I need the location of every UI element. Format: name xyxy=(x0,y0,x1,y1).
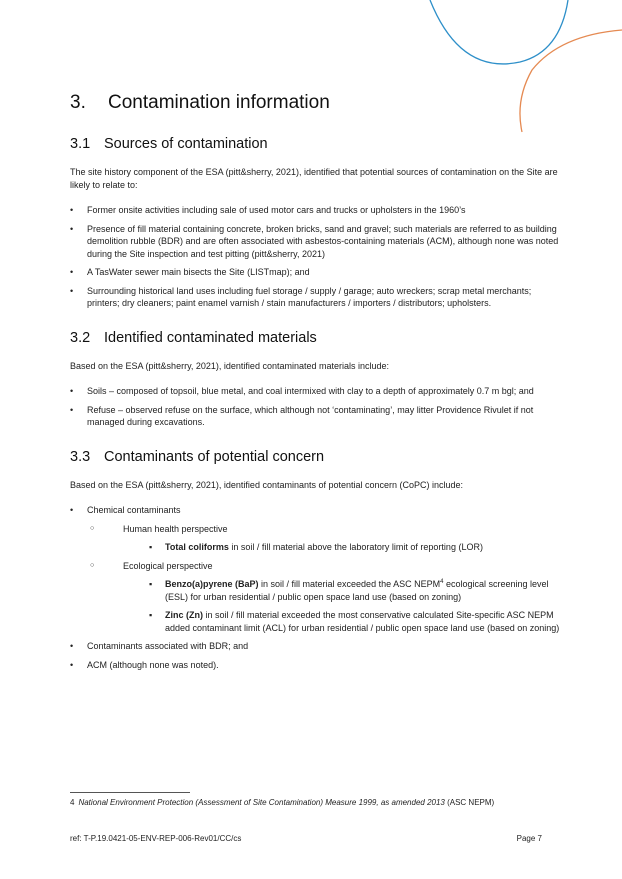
subsection-number: 3.2 xyxy=(70,330,91,346)
footnote-ref[interactable]: 4 xyxy=(440,579,444,585)
list-item xyxy=(123,578,560,603)
list-item: • Surrounding historical land uses including fuel storage / supply / garage; auto wreckers; scrap metal merchants; printers; dry cleaners; paint enamel varnish / stain manufacturers / importers / distributors; upholsters. xyxy=(70,285,560,310)
s32-intro: Based on the ESA (pitt&sherry, 2021), identified contaminated materials include: xyxy=(70,361,390,371)
subsection-3-3-heading xyxy=(70,449,324,465)
footnote-tail: (ASC NEPM) xyxy=(444,798,495,807)
subsection-title: Sources of contamination xyxy=(104,136,268,152)
ecological-list xyxy=(123,578,560,634)
zinc-term: Zinc (Zn) xyxy=(165,610,203,620)
list-item xyxy=(123,541,560,554)
list-item: • ACM (although none was noted). xyxy=(70,659,560,672)
bap-term: Benzo(a)pyrene (BaP) xyxy=(165,579,259,589)
list-item xyxy=(87,523,560,554)
subsection-number: 3.3 xyxy=(70,449,91,465)
list-item: • Former onsite activities including sale of used motor cars and trucks or upholsters in the 1960’s xyxy=(70,204,560,217)
list-item: • Soils – composed of topsoil, blue metal, and coal intermixed with clay to a depth of approximately 0.7 m bgl; and xyxy=(70,385,560,398)
subsection-title: Contaminants of potential concern xyxy=(104,449,325,465)
zinc-text: in soil / fill material exceeded the most conservative calculated Site-specific ASC NEPM added contaminant limit (ACL) for urban residential / public open space land use (based on zoning) xyxy=(165,610,560,633)
footnote xyxy=(70,798,570,807)
subsection-3-1-heading xyxy=(70,136,268,152)
section-heading xyxy=(70,92,330,114)
subsection-number: 3.1 xyxy=(70,136,91,152)
s31-bullets xyxy=(70,204,560,316)
footnote-number: 4 xyxy=(70,798,75,807)
s32-bullets xyxy=(70,385,560,435)
bap-text: in soil / fill material exceeded the ASC NEPM xyxy=(258,579,441,589)
bap-text-cont: ecological screening level (ESL) for urban residential / public open space land use (based on zoning) xyxy=(165,579,549,602)
list-item: • A TasWater sewer main bisects the Site (LISTmap); and xyxy=(70,266,560,279)
coliforms-term: Total coliforms xyxy=(165,542,229,552)
document-reference: ref: T-P.19.0421-05-ENV-REP-006-Rev01/CC/cs xyxy=(70,834,242,843)
coliforms-text: in soil / fill material above the laboratory limit of reporting (LOR) xyxy=(228,542,483,552)
section-title: Contamination information xyxy=(108,92,330,113)
ecological-label: Ecological perspective xyxy=(123,560,213,571)
decorative-arcs xyxy=(0,0,622,140)
list-item: • Refuse – observed refuse on the surface, which although not ‘contaminating’, may litter Providence Rivulet if not managed during excavations. xyxy=(70,404,560,429)
list-item: • Presence of fill material containing concrete, broken bricks, sand and gravel; such materials are referred to as building demolition rubble (BDR) and are often associated with asbestos-containing materials (ACM), although none was noted during the Site inspection and test pitting (pitt&sherry, 2021) xyxy=(70,223,560,261)
section-number: 3. xyxy=(70,92,86,113)
list-item xyxy=(123,609,560,634)
chemical-contaminants-label: Chemical contaminants xyxy=(87,505,181,515)
orange-arc xyxy=(520,30,622,132)
s33-bullets xyxy=(70,504,560,677)
s33-intro: Based on the ESA (pitt&sherry, 2021), identified contaminants of potential concern (CoPC) include: xyxy=(70,480,464,490)
list-item xyxy=(87,560,560,635)
human-health-label: Human health perspective xyxy=(123,523,228,534)
list-item xyxy=(70,504,560,634)
footnote-title: National Environment Protection (Assessment of Site Contamination) Measure 1999, as amended 2013 xyxy=(78,798,445,807)
page-number: Page 7 xyxy=(516,834,542,843)
subsection-title: Identified contaminated materials xyxy=(104,330,317,346)
human-health-list xyxy=(123,541,560,554)
subsection-3-2-heading xyxy=(70,330,317,346)
page-footer xyxy=(70,834,542,843)
perspective-list xyxy=(87,523,560,635)
footnote-divider xyxy=(70,792,190,793)
list-item: • Contaminants associated with BDR; and xyxy=(70,640,560,653)
s31-intro: The site history component of the ESA (pitt&sherry, 2021), identified that potential sources of contamination on the Site are likely to relate to: xyxy=(70,167,558,190)
